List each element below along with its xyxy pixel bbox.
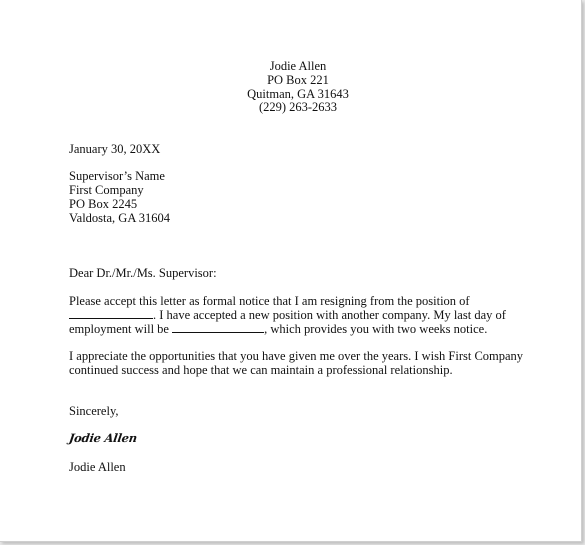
paragraph1-line1: Please accept this letter as formal notice that I am resigning from the position of <box>69 294 470 308</box>
sender-address-line1: PO Box 221 <box>267 73 329 87</box>
handwritten-signature: Jodie Allen <box>68 431 138 445</box>
paragraph1-line2 <box>69 308 506 322</box>
paragraph1-line3 <box>69 322 487 336</box>
closing: Sincerely, <box>69 404 119 418</box>
sender-name: Jodie Allen <box>269 59 327 73</box>
paragraph1-line3-end: , which provides you with two weeks notice. <box>264 322 488 336</box>
paragraph1-line3-start: employment will be <box>69 322 173 336</box>
recipient-address-line2: Valdosta, GA 31604 <box>69 211 171 225</box>
sender-address-line2: Quitman, GA 31643 <box>247 87 349 101</box>
recipient-address-line1: PO Box 2245 <box>69 197 138 211</box>
sender-phone: (229) 263-2633 <box>258 100 338 114</box>
position-blank <box>69 308 153 319</box>
recipient-title: Supervisor’s Name <box>69 169 165 183</box>
recipient-company: First Company <box>69 183 144 197</box>
paragraph2-line2: continued success and hope that we can maintain a professional relationship. <box>69 363 453 377</box>
signer-name: Jodie Allen <box>69 460 126 474</box>
salutation: Dear Dr./Mr./Ms. Supervisor: <box>69 266 217 280</box>
last-day-blank <box>172 322 264 333</box>
paragraph2-line1: I appreciate the opportunities that you have given me over the years. I wish First Company <box>69 349 524 363</box>
letter-date: January 30, 20XX <box>69 142 161 156</box>
paragraph1-line2-text: . I have accepted a new position with another company. My last day of <box>153 308 506 322</box>
